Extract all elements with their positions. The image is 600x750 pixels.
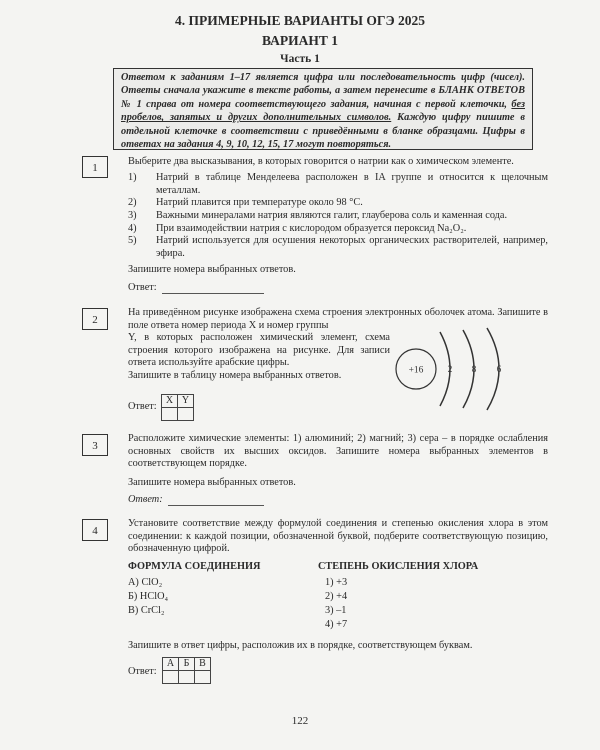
answer-header-x: X: [162, 395, 178, 408]
question-1-number: 1: [82, 156, 108, 178]
question-1-prompt: Выберите два высказывания, в которых говорится о натрии как о химическом элементе.: [128, 156, 514, 167]
question-2-answer-table: [161, 394, 194, 421]
oxidation-item: 4) +7: [325, 619, 348, 630]
oxidation-item: 1) +3: [325, 577, 348, 588]
formula-item: Б) HClO₄: [128, 591, 169, 602]
option-text: Важными минералами натрия являются галит, глауберова соль и каменная сода.: [156, 210, 508, 221]
question-2-instruction: Запишите в таблицу номера выбранных ответов.: [128, 370, 342, 381]
question-1-option: [128, 197, 548, 210]
question-4-instruction: Запишите в ответ цифры, расположив их в порядке, соответствующем буквам.: [128, 640, 473, 651]
formula-column-header: ФОРМУЛА СОЕДИНЕНИЯ: [128, 561, 261, 572]
question-3-answer-line[interactable]: [168, 505, 264, 506]
question-1-option: [128, 235, 548, 261]
answer-cell-a[interactable]: [163, 671, 179, 684]
part-title: Часть 1: [280, 53, 320, 65]
instructions-underlined: без пробелов, запятых и других дополнительных символов.: [121, 98, 525, 124]
answer-cell-b[interactable]: [179, 671, 195, 684]
question-4-number: 4: [82, 519, 108, 541]
question-2-answer-label: Ответ:: [128, 401, 157, 412]
page-number: 122: [291, 715, 309, 727]
shell-electron-count: 2: [447, 364, 453, 374]
question-1-option: [128, 210, 548, 223]
oxidation-item: 2) +4: [325, 591, 348, 602]
question-2-prompt-continued: Y, в которых расположен химический элемент, схема строения которого изображена на рисунке. Для записи ответа используйте арабские цифры.: [128, 332, 390, 369]
answer-header-y: Y: [178, 395, 194, 408]
answer-header-b: Б: [179, 658, 195, 671]
question-4-answer-label: Ответ:: [128, 666, 157, 677]
atom-shell-diagram: [390, 326, 550, 416]
question-1-answer-label: Ответ:: [128, 282, 157, 293]
answer-header-v: В: [195, 658, 211, 671]
variant-title: ВАРИАНТ 1: [261, 33, 339, 48]
question-2-number: 2: [82, 308, 108, 330]
question-4-answer-table: [162, 657, 211, 684]
answer-cell-y[interactable]: [178, 408, 194, 421]
option-number: 1): [128, 172, 137, 183]
option-number: 2): [128, 197, 137, 208]
answer-cell-v[interactable]: [195, 671, 211, 684]
option-text: Натрий плавится при температуре около 98 °С.: [156, 197, 363, 208]
question-1-instruction: Запишите номера выбранных ответов.: [128, 264, 296, 275]
option-number: 5): [128, 235, 137, 246]
question-3-answer-label: Ответ:: [128, 494, 163, 505]
formula-item: А) ClO₂: [128, 577, 163, 588]
shell-electron-count: 6: [496, 364, 502, 374]
option-text: Натрий в таблице Менделеева расположен в IA группе и относится к щелочным металлам.: [156, 172, 548, 196]
nucleus-charge: +16: [408, 365, 424, 376]
question-1-answer-line[interactable]: [162, 293, 264, 294]
option-number: 3): [128, 210, 137, 221]
oxidation-item: 3) –1: [325, 605, 347, 616]
option-text: Натрий используется для осушения некоторых органических растворителей, например, эфира.: [156, 235, 548, 259]
formula-item: В) CrCl₂: [128, 605, 165, 616]
question-3-prompt: Расположите химические элементы: 1) алюминий; 2) магний; 3) сера – в порядке ослабления основных свойств их высших оксидов. Запишите номера выбранных элементов в соответствующем порядке.: [128, 433, 548, 470]
shell-electron-count: 8: [471, 364, 477, 374]
question-1-option: [128, 172, 548, 198]
instructions-text: Ответом к заданиям 1–17 является цифра или последовательность цифр (чисел). Ответы сначала укажите в тексте работы, а затем перенесите в БЛАНК ОТВЕТОВ № 1 справа от номера соответствующего задания, начиная с первой клеточки,: [121, 72, 525, 110]
instructions-text-end: Каждую цифру пишите в отдельной клеточке в соответствии с приведёнными в бланке образцами. Цифры в ответах на задания 4, 9, 10, 12, 15, 17 могут повторяться.: [121, 112, 525, 151]
question-2-prompt: На приведённом рисунке изображена схема строения электронных оболочек атома. Запишите в поле ответа номер периода X и номер группы: [128, 307, 548, 331]
question-3-number: 3: [82, 434, 108, 456]
answer-cell-x[interactable]: [162, 408, 178, 421]
instructions-box: [113, 68, 533, 150]
document-title: 4. ПРИМЕРНЫЕ ВАРИАНТЫ ОГЭ 2025: [174, 13, 426, 28]
option-text: При взаимодействии натрия с кислородом образуется пероксид Na₂O₂.: [156, 223, 467, 234]
option-number: 4): [128, 223, 137, 234]
question-4-prompt: Установите соответствие между формулой соединения и степенью окисления хлора в этом соединении: к каждой позиции, обозначенной буквой, подберите соответствующую позицию, обозначенную цифрой.: [128, 518, 548, 555]
oxidation-column-header: СТЕПЕНЬ ОКИСЛЕНИЯ ХЛОРА: [318, 561, 479, 572]
answer-header-a: А: [163, 658, 179, 671]
question-3-instruction: Запишите номера выбранных ответов.: [128, 477, 296, 488]
